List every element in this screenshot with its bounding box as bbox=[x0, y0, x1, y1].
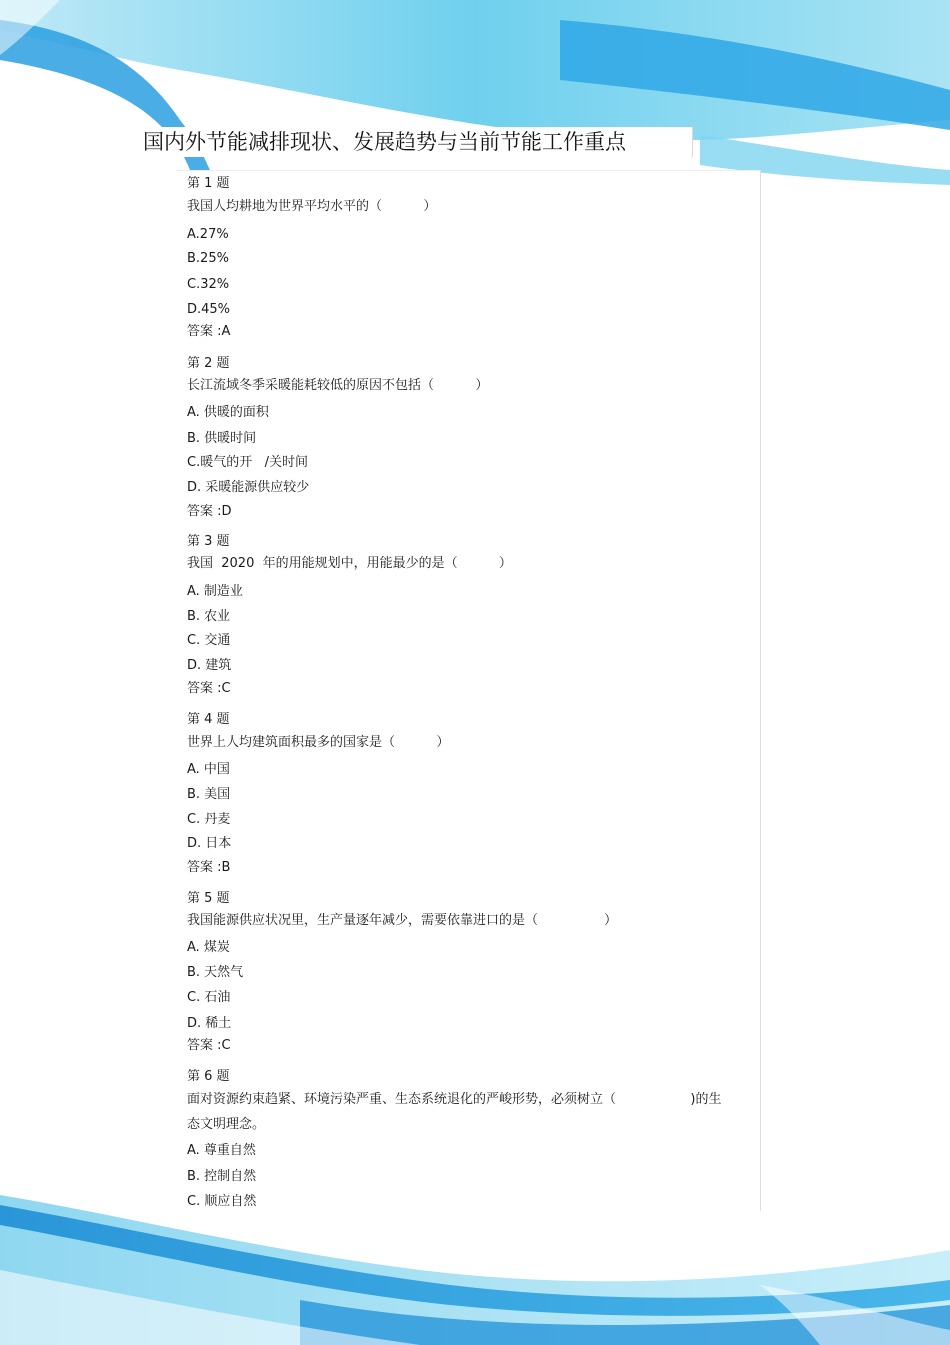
question-5-text: 我国能源供应状况里，生产量逐年减少，需要依靠进口的是（ ） bbox=[187, 913, 618, 928]
question-1-option-b: B.25% bbox=[187, 251, 229, 266]
question-2-option-d: D. 采暖能源供应较少 bbox=[187, 480, 310, 495]
question-2-option-b: B. 供暖时间 bbox=[187, 431, 257, 446]
question-4-text: 世界上人均建筑面积最多的国家是（ ） bbox=[187, 735, 450, 750]
question-3-option-a: A. 制造业 bbox=[187, 584, 243, 599]
question-3-option-c: C. 交通 bbox=[187, 633, 231, 648]
question-3-text: 我国 2020 年的用能规划中，用能最少的是（ ） bbox=[187, 556, 512, 571]
question-6-option-b: B. 控制自然 bbox=[187, 1169, 257, 1184]
question-2-option-c: C.暖气的开 /关时间 bbox=[187, 455, 308, 470]
question-3-answer: 答案 :C bbox=[187, 681, 231, 696]
question-6-option-a: A. 尊重自然 bbox=[187, 1143, 256, 1158]
question-6-option-c: C. 顺应自然 bbox=[187, 1194, 257, 1209]
question-2-number: 第 2 题 bbox=[187, 356, 230, 371]
question-5-option-a: A. 煤炭 bbox=[187, 940, 230, 955]
question-1-option-a: A.27% bbox=[187, 227, 229, 242]
question-1-answer: 答案 :A bbox=[187, 324, 231, 339]
question-3-number: 第 3 题 bbox=[187, 534, 230, 549]
question-6-text-line-2: 态文明理念。 bbox=[187, 1117, 266, 1132]
document-title: 国内外节能减排现状、发展趋势与当前节能工作重点 bbox=[143, 130, 626, 154]
question-5-option-b: B. 天然气 bbox=[187, 965, 244, 980]
question-1-option-c: C.32% bbox=[187, 277, 230, 292]
content-panel bbox=[176, 170, 761, 1211]
question-4-option-a: A. 中国 bbox=[187, 762, 230, 777]
question-5-option-d: D. 稀土 bbox=[187, 1016, 232, 1031]
question-5-number: 第 5 题 bbox=[187, 891, 230, 906]
question-4-option-d: D. 日本 bbox=[187, 836, 232, 851]
question-2-answer: 答案 :D bbox=[187, 504, 232, 519]
question-4-answer: 答案 :B bbox=[187, 860, 231, 875]
question-4-number: 第 4 题 bbox=[187, 712, 230, 727]
question-6-text-line-1: 面对资源约束趋紧、环境污染严重、生态系统退化的严峻形势，必须树立（ )的生 bbox=[187, 1092, 722, 1107]
question-1-text: 我国人均耕地为世界平均水平的（ ） bbox=[187, 199, 437, 214]
question-4-option-b: B. 美国 bbox=[187, 787, 231, 802]
question-6-number: 第 6 题 bbox=[187, 1069, 230, 1084]
question-2-option-a: A. 供暖的面积 bbox=[187, 405, 269, 420]
question-4-option-c: C. 丹麦 bbox=[187, 812, 231, 827]
question-3-option-d: D. 建筑 bbox=[187, 658, 232, 673]
question-3-option-b: B. 农业 bbox=[187, 609, 231, 624]
question-5-option-c: C. 石油 bbox=[187, 990, 231, 1005]
question-5-answer: 答案 :C bbox=[187, 1038, 231, 1053]
question-1-number: 第 1 题 bbox=[187, 176, 230, 191]
question-1-option-d: D.45% bbox=[187, 302, 231, 317]
question-2-text: 长江流域冬季采暖能耗较低的原因不包括（ ） bbox=[187, 378, 489, 393]
